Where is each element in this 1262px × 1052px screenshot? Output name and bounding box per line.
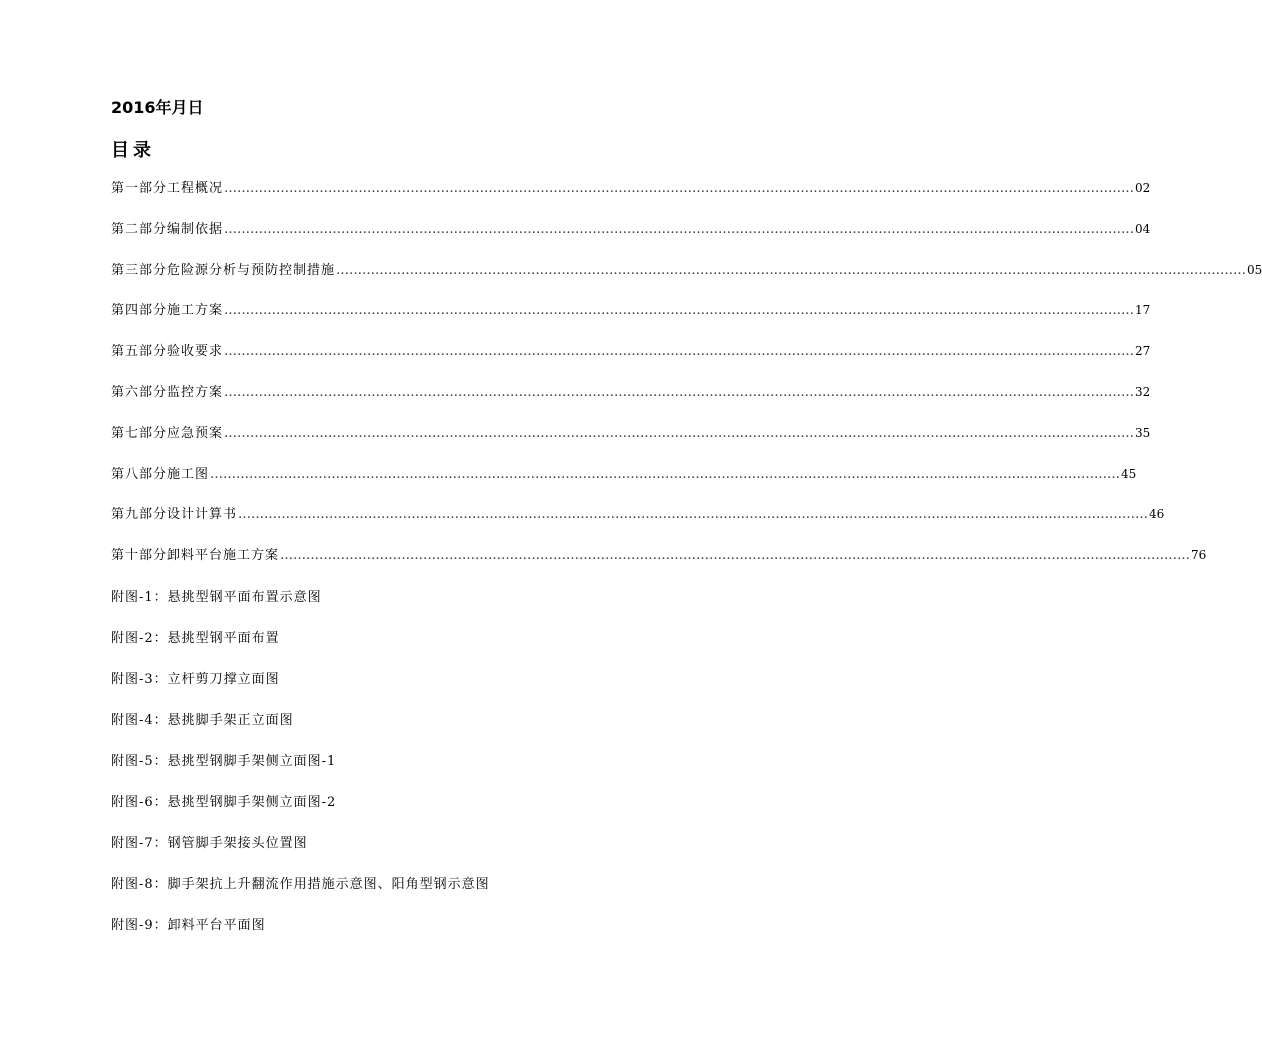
appendix-item: 附图-4：悬挑脚手架正立面图 (111, 713, 294, 728)
toc-entry-page: 17 (1135, 303, 1151, 318)
dot-leader: ………………………………………………………………………………………………………………………………………………………………………………………… (224, 344, 1135, 360)
toc-entry-page: 05 (1247, 262, 1262, 277)
toc-entry-label: 第二部分编制依据 (111, 221, 224, 237)
appendix-item: 附图-2：悬挑型钢平面布置 (111, 631, 280, 646)
appendix-item: 附图-1：悬挑型钢平面布置示意图 (111, 590, 322, 605)
toc-entry[interactable] (111, 260, 1262, 301)
appendix-item: 附图-8：脚手架抗上升翻流作用措施示意图、阳角型钢示意图 (111, 877, 490, 892)
toc-entry-page: 46 (1149, 507, 1165, 522)
toc-entry-label: 第三部分危险源分析与预防控制措施 (111, 262, 336, 278)
toc-entry[interactable] (111, 219, 1151, 260)
toc-entry-page: 35 (1135, 425, 1151, 440)
toc-list (111, 178, 1262, 586)
dot-leader: ………………………………………………………………………………………………………………………………………………………………………………………… (224, 384, 1135, 400)
toc-entry[interactable] (111, 545, 1207, 586)
appendix-item: 附图-6：悬挑型钢脚手架侧立面图-2 (111, 795, 337, 810)
dot-leader: ………………………………………………………………………………………………………………………………………………………………………………………… (210, 466, 1121, 482)
dot-leader: ………………………………………………………………………………………………………………………………………………………………………………………… (336, 262, 1247, 278)
toc-title: 目录 (111, 140, 155, 161)
toc-entry-label: 第九部分设计计算书 (111, 507, 238, 523)
appendix-list (111, 588, 577, 957)
dot-leader: ………………………………………………………………………………………………………………………………………………………………………………………… (224, 303, 1135, 319)
toc-entry[interactable] (111, 464, 1137, 505)
toc-entry[interactable] (111, 300, 1151, 341)
dot-leader: ………………………………………………………………………………………………………………………………………………………………………………………… (280, 548, 1191, 564)
toc-entry-label: 第六部分监控方案 (111, 384, 224, 400)
toc-entry[interactable] (111, 382, 1151, 423)
dot-leader: ………………………………………………………………………………………………………………………………………………………………………………………… (224, 221, 1135, 237)
date-line: 2016年月日 (111, 98, 204, 117)
appendix-item: 附图-9：卸料平台平面图 (111, 918, 266, 933)
toc-entry-label: 第八部分施工图 (111, 466, 210, 482)
toc-entry[interactable] (111, 341, 1151, 382)
toc-entry-label: 第十部分卸料平台施工方案 (111, 548, 280, 564)
dot-leader: ………………………………………………………………………………………………………………………………………………………………………………………… (224, 425, 1135, 441)
dot-leader: ………………………………………………………………………………………………………………………………………………………………………………………… (238, 507, 1149, 523)
toc-entry-label: 第七部分应急预案 (111, 425, 224, 441)
toc-entry-page: 27 (1135, 344, 1151, 359)
toc-entry[interactable] (111, 423, 1151, 464)
toc-entry[interactable] (111, 178, 1151, 219)
appendix-item: 附图-5：悬挑型钢脚手架侧立面图-1 (111, 754, 337, 769)
appendix-item: 附图-7：钢管脚手架接头位置图 (111, 836, 308, 851)
toc-entry-label: 第五部分验收要求 (111, 344, 224, 360)
toc-entry-page: 32 (1135, 384, 1151, 399)
toc-entry-page: 04 (1135, 221, 1151, 236)
toc-entry-page: 76 (1191, 548, 1207, 563)
toc-entry[interactable] (111, 504, 1165, 545)
toc-entry-label: 第四部分施工方案 (111, 303, 224, 319)
toc-entry-page: 45 (1121, 466, 1137, 481)
toc-entry-page: 02 (1135, 181, 1151, 195)
appendix-item: 附图-3：立杆剪刀撑立面图 (111, 672, 280, 687)
toc-entry-label: 第一部分工程概况 (111, 181, 224, 196)
dot-leader: ………………………………………………………………………………………………………………………………………………………………………………………… (224, 181, 1135, 196)
